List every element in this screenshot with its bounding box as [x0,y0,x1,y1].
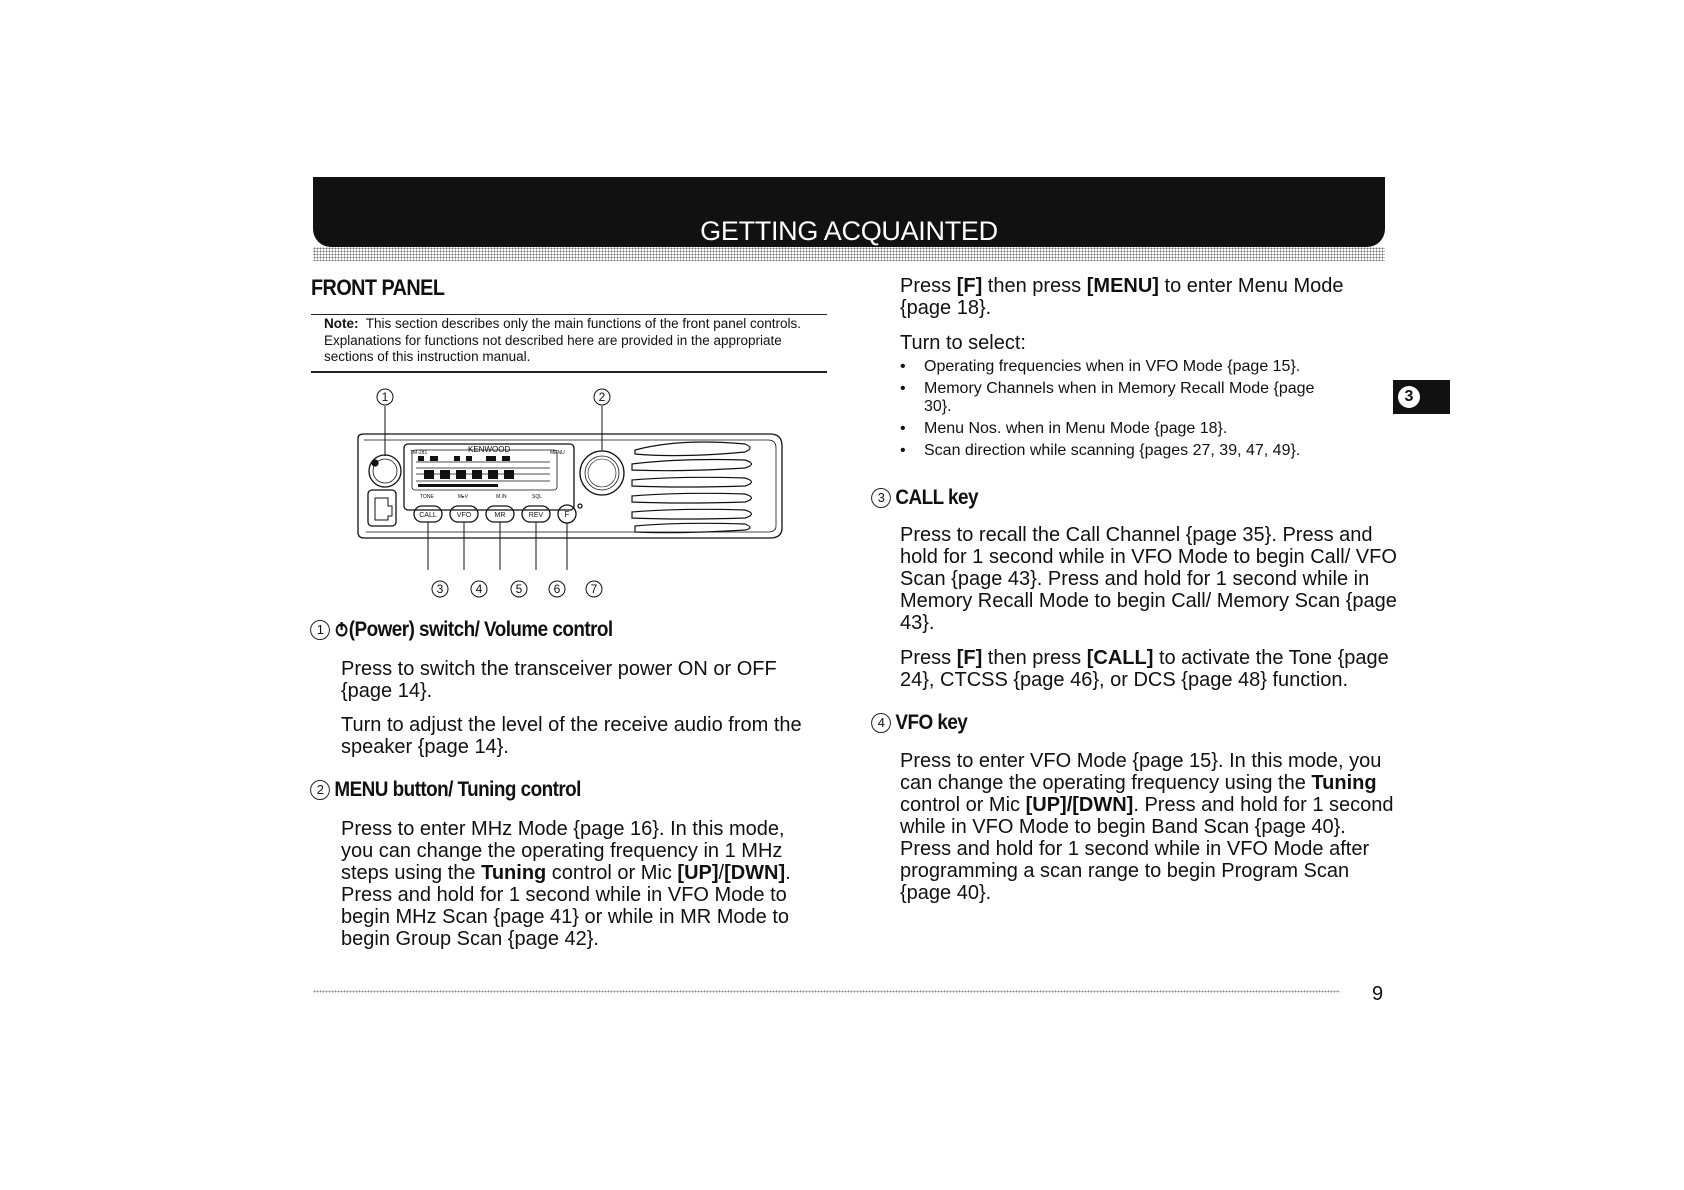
footer-dotted-rule [313,990,1340,993]
note-label: Note: [324,316,359,331]
list-item: • Operating frequencies when in VFO Mode {page 15}. [900,358,1301,375]
item1-title: (Power) switch/ Volume control [348,618,613,641]
power-icon [334,621,348,637]
header-dotted-rule [313,247,1385,261]
item1-number: 1 [310,620,330,640]
item4-heading [872,711,967,735]
radio-model: TM-281 [410,450,428,456]
item4-number: 4 [871,713,891,733]
tuning-knob [580,451,624,495]
call-button-label: CALL [419,512,437,519]
callout-4: 4 [475,582,483,596]
turn-to-select: Turn to select: [900,332,1026,354]
item3-para2: Press [F] then press [CALL] to activate the Tone {page 24}, CTCSS {page 46}, or DCS {page 48} function. [900,647,1389,691]
item4-title: VFO key [895,711,968,734]
front-panel-figure [350,388,790,608]
item4-para1: Press to enter VFO Mode {page 15}. In this mode, you can change the operating frequency using the Tuning control or Mic [UP]/[DWN]. Press and hold for 1 second while in VFO Mode to begin Band Scan {page 40}. Press and hold for 1 second while in VFO Mode after programming a scan range to begin Program Scan {page 40}. [900,750,1394,904]
bullet-list [900,358,1340,460]
list-item: • Scan direction while scanning {pages 27, 39, 47, 49}. [900,442,1301,459]
item3-heading [872,486,978,510]
callout-6: 6 [553,582,561,596]
item2-number: 2 [310,780,330,800]
callout-1: 1 [381,390,389,404]
f-button-label: F [564,510,570,519]
item3-title: CALL key [895,486,978,509]
note [324,316,824,366]
callout-2: 2 [598,390,606,404]
lcd-label-min: M.IN [496,494,507,500]
item3-number: 3 [871,488,891,508]
item3-para1: Press to recall the Call Channel {page 35}. Press and hold for 1 second while in VFO Mode to begin Call/ VFO Scan {page 43}. Press and hold for 1 second while in Memory Recall Mode to begin Call/ Memory Scan {page 43}. [900,524,1397,634]
page-number: 9 [1372,983,1384,1005]
item2-para1: Press to enter MHz Mode {page 16}. In this mode, you can change the operating frequency in 1 MHz steps using the Tuning control or Mic [UP]/[DWN]. Press and hold for 1 second while in VFO Mode to begin MHz Scan {page 41} or while in MR Mode to begin Group Scan {page 42}. [341,818,791,950]
callout-7: 7 [590,582,598,596]
section-title: FRONT PANEL [311,275,445,300]
item1-para1: Press to switch the transceiver power ON or OFF {page 14}. [341,658,777,702]
list-item: • Menu Nos. when in Menu Mode {page 18}. [900,420,1228,437]
list-item: • Memory Channels when in Memory Recall Mode {page 30}. [900,380,1315,415]
note-text: This section describes only the main functions of the front panel controls. Explanations for functions not described here are provided in the appropriate sections of this instruction manual. [324,316,801,364]
mr-button-label: MR [494,512,506,519]
callout-5: 5 [515,582,523,596]
item1-para2: Turn to adjust the level of the receive audio from the speaker {page 14}. [341,714,802,758]
vfo-button-label: VFO [456,512,472,519]
rev-button-label: REV [528,512,544,519]
lcd-label-mv: M▸V [458,494,469,500]
lcd-label-tone: TONE [420,494,434,500]
item2-heading [311,778,581,802]
menu-mode-para: Press [F] then press [MENU] to enter Menu Mode {page 18}. [900,275,1344,319]
item2-title: MENU button/ Tuning control [334,778,581,801]
item1-heading [311,618,613,642]
page-header-title: GETTING ACQUAINTED [700,216,998,246]
radio-brand: KENWOOD [468,445,511,454]
chapter-number: 3 [1398,386,1420,408]
callout-3: 3 [436,582,444,596]
speaker-grille [632,442,752,533]
lcd-label-sql: SQL [532,494,543,500]
lcd-menu-label: MENU [550,450,565,456]
